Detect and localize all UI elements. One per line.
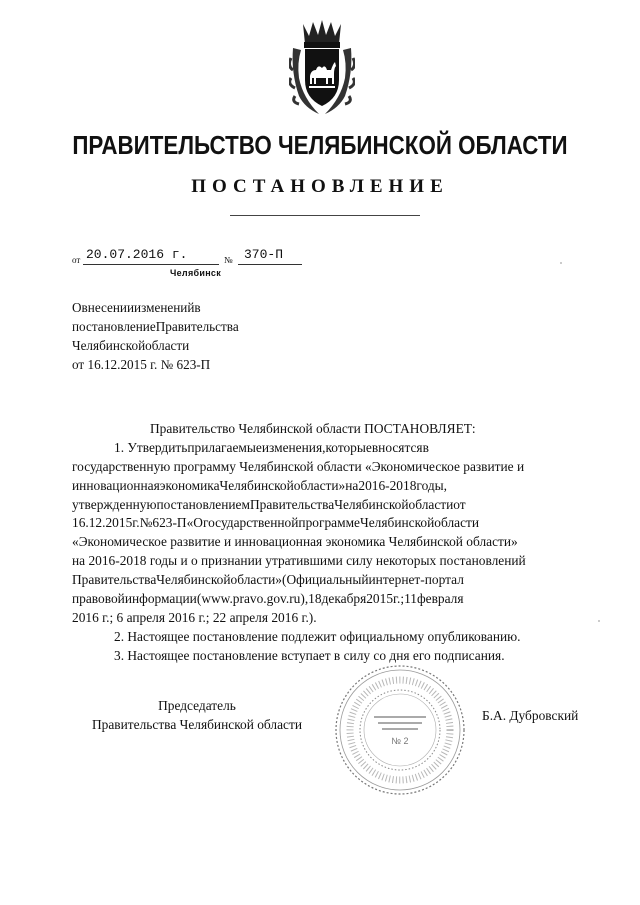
paragraph-1-word: экономика [159,477,220,493]
paragraph-1-word: прилагаемые [187,439,262,455]
paragraph-1-word: в [422,439,429,455]
subject-word: области [145,338,190,353]
paragraph-1-line [72,439,596,458]
subject-word: постановление [72,319,156,334]
paragraph-1-word: 623-П [152,515,187,531]
scan-speck [560,262,562,264]
title-underline [230,215,420,216]
government-title: ПРАВИТЕЛЬСТВО ЧЕЛЯБИНСКОЙ ОБЛАСТИ [72,130,568,160]
paragraph-1-word: правовой [72,591,125,607]
paragraph-1-word: интернет-портал [368,572,464,588]
paragraph-1-word: декабря [321,591,367,607]
signatory-role-line1: Председатель [158,698,236,713]
paragraph-1-word: постановлением [156,496,250,512]
date-rule [83,264,219,265]
paragraph-1-line [72,514,596,533]
paragraph-1-word: от [453,496,466,512]
subject-line [72,317,276,336]
paragraph-1-word: Челябинской [334,496,409,512]
paragraph-1-word: «О [186,515,203,531]
paragraph-1-word: (www.pravo.gov.ru), [196,591,309,607]
date-number-line [72,247,312,267]
scan-speck [598,620,600,622]
intro-line: Правительство Челябинской области ПОСТАНОВЛЯЕТ: [150,421,476,436]
subject-line [72,355,276,374]
subject-word: О [72,300,82,315]
document-type: ПОСТАНОВЛЕНИЕ [191,176,449,197]
paragraph-1-line [72,552,596,571]
paragraph-1-word: Челябинской [219,477,294,493]
paragraph-1-word: которые [325,439,372,455]
subject-line [72,298,276,317]
subject-word: от 16.12.2015 г. № 623-П [72,357,211,372]
paragraph-1-line [72,571,596,590]
paragraph-1-word: программе [298,515,361,531]
number-label: № [224,255,233,265]
from-label: от [72,255,81,265]
signatory-role [72,696,322,734]
paragraph-1-word: на 2016-2018 годы и о признании утратившими силу некоторых постановлений [72,553,526,569]
paragraph-1-word: области [408,496,454,512]
subject-word: в [194,300,201,315]
paragraph-1-word: Правительства [72,572,157,588]
paragraph-1-word: информации [124,591,197,607]
paragraph-1-word: Челябинской [156,572,231,588]
paragraph-1-word: инновационная [72,477,160,493]
subject-word: изменений [134,300,195,315]
subject-word: внесении [81,300,135,315]
paragraph-1-word: (Официальный [282,572,369,588]
number-rule [238,264,302,265]
paragraph-1-word: 11 [404,591,417,607]
paragraph-1-word: вносятся [371,439,423,455]
document-number: 370-П [244,247,284,262]
paragraph-1-word: № [139,515,153,531]
paragraph-1-line [72,590,596,609]
paragraph-1-line [72,496,596,515]
official-seal-icon [330,660,470,800]
paragraph-1-word: 18 [308,591,322,607]
paragraph-2: 2. Настоящее постановление подлежит официальному опубликованию. [114,628,521,644]
paragraph-1-word: февраля [416,591,464,607]
paragraph-1-word: государственную программу Челябинской области «Экономическое развитие и [72,458,525,474]
paragraph-1-word: годы, [416,477,448,493]
paragraph-1-word: 2015 [366,591,394,607]
subject-line [72,336,276,355]
signatory-role-line2: Правительства Челябинской области [92,717,302,732]
subject-block [72,298,276,374]
paragraph-1 [72,439,596,628]
signatory-name: Б.А. Дубровский [482,708,579,723]
paragraph-1-word: «Экономическое развитие и инновационная экономика Челябинской области» [72,534,518,550]
paragraph-1-word: утвержденную [72,496,157,512]
paragraph-1-word: изменения, [261,439,326,455]
body-text [72,420,596,666]
paragraph-1-word: Правительства [249,496,335,512]
paragraph-3: 3. Настоящее постановление вступает в силу со дня его подписания. [114,647,505,663]
coat-of-arms-icon [289,18,355,118]
paragraph-1-line [72,533,596,552]
paragraph-1-word: на [345,477,359,493]
paragraph-1-word: государственной [202,515,299,531]
paragraph-1-word: 2016-2018 [358,477,417,493]
document-date: 20.07.2016 г. [86,247,188,262]
paragraph-1-word: 16.12.2015 [72,515,133,531]
city-label: Челябинск [170,268,222,278]
paragraph-1-line [72,458,596,477]
paragraph-1-word: г.; [393,591,405,607]
paragraph-1-word: г. [132,515,140,531]
paragraph-1-word: 2016 г.; 6 апреля 2016 г.; 22 апреля 2016 г.). [72,609,317,625]
subject-word: Челябинской [72,338,146,353]
paragraph-1-word: 1. Утвердить [114,439,188,455]
paragraph-1-word: области» [293,477,346,493]
seal-number: № 2 [391,736,409,746]
paragraph-1-word: области [434,515,480,531]
paragraph-1-word: Челябинской [360,515,435,531]
paragraph-1-line [72,477,596,496]
subject-word: Правительства [155,319,239,334]
paragraph-1-line [72,609,596,628]
paragraph-1-word: области» [230,572,283,588]
